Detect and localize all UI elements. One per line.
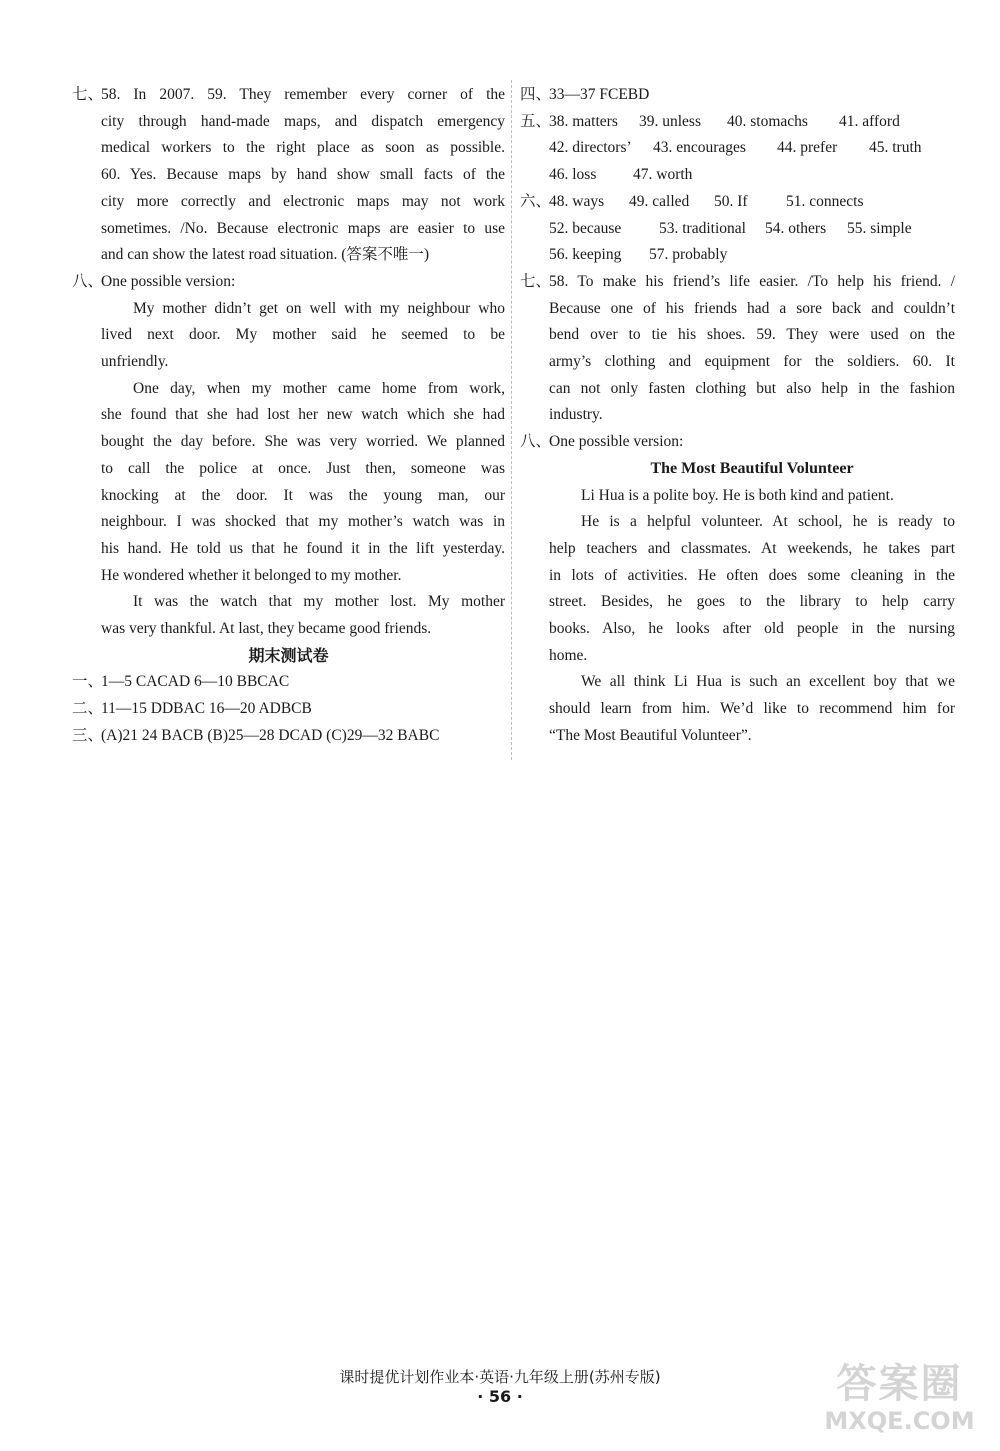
- section-8-left: [72, 269, 505, 643]
- answer-row: 一、1—5 CACAD 6—10 BBCAC: [72, 673, 290, 691]
- footer-book-title: 课时提优计划作业本·英语·九年级上册(苏州专版): [339, 1368, 661, 1386]
- final-test-title: 期末测试卷: [248, 645, 329, 665]
- watermark-url: MXQE.COM: [824, 1407, 975, 1435]
- word-row: 52. because 53. traditional 54. others 55. simple: [549, 219, 912, 237]
- essay-paragraph-1: Li Hua is a polite boy. He is both kind and patient.: [581, 486, 894, 504]
- right-column: [520, 82, 955, 750]
- section-6-right: [520, 189, 955, 269]
- watermark-logo: [817, 1361, 982, 1441]
- essay-paragraph-2: One day, when my mother came home from work, she found that she had lost her new watch which she had bought the day before. She was very worried. We planned to call the police at once. Just then, someone was knocking at the door. It was the young man, our neighbour. I was shocked that my mother’s watch was in his hand. He told us that he found it in the lift yesterday. He wondered whether it belonged to my mother.: [101, 379, 505, 584]
- text-line: sometimes. /No. Because electronic maps are easier to use: [101, 219, 505, 237]
- word-row: 六、48. ways 49. called 50. If 51. connects: [520, 192, 864, 210]
- word-row: 46. loss 47. worth: [549, 166, 693, 184]
- text-line: and can show the latest road situation. (答案不唯一): [101, 246, 430, 264]
- page-number: · 56 ·: [477, 1387, 523, 1406]
- section-5-right: [520, 109, 955, 189]
- section-mark: 七、: [72, 86, 104, 103]
- answer-row: 二、11—15 DDBAC 16—20 ADBCB: [72, 700, 312, 718]
- text-line: city more correctly and electronic maps may not work: [101, 192, 505, 210]
- watermark-text: 答案圈: [836, 1361, 963, 1407]
- section-mark: 八、: [72, 272, 104, 290]
- section-4-right: 四、33—37 FCEBD: [520, 86, 650, 103]
- text-line: city through hand-made maps, and dispatch emergency: [101, 112, 505, 130]
- word-row: 42. directors’ 43. encourages 44. prefer 45. truth: [549, 139, 922, 157]
- essay-paragraph-3: We all think Li Hua is such an excellent boy that we should learn from him. We’d like to recommend him for “The Most Beautiful Volunteer”.: [549, 673, 955, 744]
- answer-row: 三、(A)21 24 BACB (B)25—28 DCAD (C)29—32 BABC: [72, 726, 440, 744]
- essay-paragraph-1: My mother didn’t get on well with my neighbour who lived next door. My mother said he seemed to be unfriendly.: [101, 299, 505, 371]
- word-row: 五、38. matters 39. unless 40. stomachs 41. afford: [520, 112, 900, 130]
- intro-text: One possible version:: [101, 272, 236, 290]
- text-line: 60. Yes. Because maps by hand show small facts of the: [101, 166, 505, 184]
- section-7-left: [72, 82, 505, 269]
- section-7-right: 七、58. To make his friend’s life easier. /To help his friend. / Because one of his friends had a sore back and couldn’t bend over to tie his shoes. 59. They were used on the army’s clothing and equipment for the soldiers. 60. It can not only fasten clothing but also help in the fashion industry.: [520, 272, 955, 424]
- text-line: 七、58. In 2007. 59. They remember every corner of the: [101, 82, 505, 109]
- left-column: [72, 82, 505, 750]
- essay-title: The Most Beautiful Volunteer: [650, 459, 854, 477]
- section-8-right: 八、One possible version: The Most Beautiful Volunteer Li Hua is a polite boy. He is both kind and patient. He is a helpful volunteer. At school, he is ready to help teachers and classmates. At weekends, he takes part in lots of activities. He often does some cleaning in the street. Besides, he goes to the library to help carry books. Also, he looks after old people in the nursing home. We all think Li Hua is such an excellent boy that we should learn from him. We’d like to recommend him for “The Most Beautiful Volunteer”.: [520, 429, 955, 749]
- column-divider: [511, 80, 512, 760]
- essay-paragraph-3: It was the watch that my mother lost. My mother was very thankful. At last, they became good friends.: [101, 593, 505, 638]
- final-test-answers: [72, 669, 505, 749]
- essay-paragraph-2: He is a helpful volunteer. At school, he is ready to help teachers and classmates. At weekends, he takes part in lots of activities. He often does some cleaning in the street. Besides, he goes to the library to help carry books. Also, he looks after old people in the nursing home.: [549, 513, 955, 664]
- text-line: medical workers to the right place as soon as possible.: [101, 139, 505, 157]
- intro-text: One possible version:: [549, 433, 684, 451]
- word-row: 56. keeping 57. probably: [549, 246, 728, 264]
